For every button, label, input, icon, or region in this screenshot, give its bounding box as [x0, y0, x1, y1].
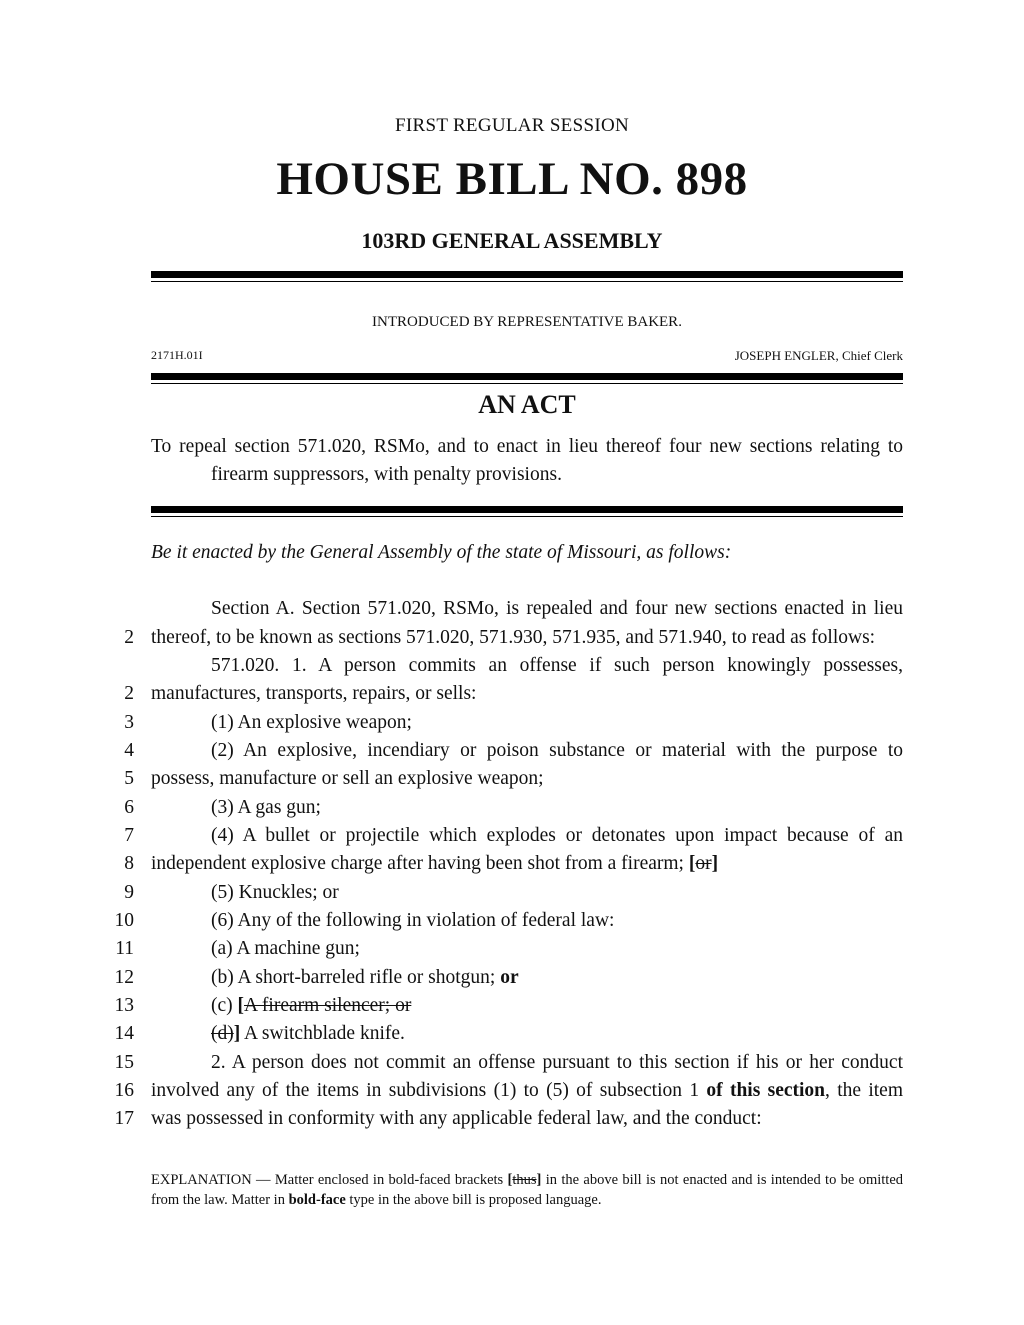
line-text-segment: (c) [211, 995, 238, 1016]
explanation-text: type in the above bill is proposed language. [345, 1192, 602, 1208]
line-number: 5 [124, 768, 134, 789]
line-text [211, 967, 903, 989]
bracket-open: [ [507, 1172, 513, 1188]
line-text: 2. A person does not commit an offense pursuant to this section if his or her conduct [211, 1052, 903, 1073]
line-text: (3) A gas gun; [211, 797, 321, 818]
bracket-close: ] [233, 1023, 241, 1044]
line-text: (1) An explosive weapon; [211, 712, 412, 733]
explanation-note [151, 1170, 903, 1210]
bill-line [0, 995, 1024, 1023]
bill-line [0, 882, 1024, 910]
bracket-open: [ [688, 853, 696, 874]
line-text: (6) Any of the following in violation of federal law: [211, 910, 615, 931]
bill-line [0, 1108, 1024, 1136]
explanation-text: in the above bill is not enacted and is intended to be omitted from the law. Matter in [151, 1172, 904, 1208]
chief-clerk: JOSEPH ENGLER, Chief Clerk [734, 348, 903, 363]
line-number: 2 [124, 627, 134, 648]
struck-text: A firearm silencer; or [244, 995, 412, 1016]
line-text [211, 1023, 903, 1045]
assembly-heading: 103RD GENERAL ASSEMBLY [361, 228, 663, 253]
line-text: possess, manufacture or sell an explosive weapon; [151, 768, 544, 789]
bill-line [0, 768, 1024, 796]
bill-line [0, 655, 1024, 683]
explanation-text: Matter enclosed in bold-faced brackets [274, 1172, 508, 1188]
line-text: was possessed in conformity with any applicable federal law, and the conduct: [151, 1108, 762, 1129]
line-text: (2) An explosive, incendiary or poison substance or material with the purpose to [211, 740, 903, 761]
line-number: 11 [115, 938, 134, 959]
line-number: 16 [114, 1080, 134, 1101]
line-number: 15 [114, 1052, 134, 1073]
bracket-open: [ [237, 995, 245, 1016]
line-text: (5) Knuckles; or [211, 882, 339, 903]
bill-number-title: HOUSE BILL NO. 898 [276, 153, 748, 205]
bill-line [0, 1052, 1024, 1080]
title-rule [151, 506, 903, 517]
bracket-close: ] [536, 1172, 542, 1188]
line-number: 17 [114, 1108, 134, 1129]
explanation-label: EXPLANATION — [151, 1172, 275, 1188]
bill-line [0, 797, 1024, 825]
line-text: 571.020. 1. A person commits an offense if such person knowingly possesses, [211, 655, 903, 676]
bold-inserted-text: of this section [706, 1080, 826, 1101]
struck-text: or [695, 853, 712, 874]
introduced-by: INTRODUCED BY REPRESENTATIVE BAKER. [372, 314, 682, 330]
bill-line [0, 938, 1024, 966]
header-rule-bottom [151, 373, 903, 384]
bill-line [0, 1080, 1024, 1108]
line-text: (4) A bullet or projectile which explodes or detonates upon impact because of an [211, 825, 903, 846]
line-text-segment: independent explosive charge after having been shot from a firearm; [151, 853, 689, 874]
struck-text: (d) [211, 1023, 234, 1044]
bill-line [0, 910, 1024, 938]
bill-line [0, 598, 1024, 626]
line-text: manufactures, transports, repairs, or sells: [151, 683, 477, 704]
bill-line [0, 740, 1024, 768]
line-number: 14 [114, 1023, 134, 1044]
line-number: 10 [114, 910, 134, 931]
bill-line [0, 712, 1024, 740]
act-title-line-2: firearm suppressors, with penalty provisions. [211, 464, 562, 485]
enacting-clause: Be it enacted by the General Assembly of the state of Missouri, as follows: [151, 542, 732, 563]
header-rule-top [151, 271, 903, 282]
line-text [211, 995, 903, 1017]
line-number: 2 [124, 683, 134, 704]
bill-line [0, 1023, 1024, 1051]
struck-example: thus [512, 1172, 537, 1188]
bill-line [0, 683, 1024, 711]
bill-line [0, 627, 1024, 655]
bill-line [0, 853, 1024, 881]
session-heading: FIRST REGULAR SESSION [395, 115, 629, 136]
line-number: 13 [114, 995, 134, 1016]
line-text: thereof, to be known as sections 571.020, 571.930, 571.935, and 571.940, to read as follows: [151, 627, 876, 648]
an-act-heading: AN ACT [478, 390, 576, 419]
bill-code: 2171H.01I [151, 348, 203, 362]
line-text-segment: involved any of the items in subdivisions (1) to (5) of subsection 1 [151, 1080, 707, 1101]
line-number: 8 [124, 853, 134, 874]
line-number: 7 [124, 825, 134, 846]
line-text [151, 1080, 903, 1102]
line-number: 6 [124, 797, 134, 818]
line-number: 9 [124, 882, 134, 903]
line-text-segment: , the item [825, 1080, 904, 1101]
line-text: Section A. Section 571.020, RSMo, is repealed and four new sections enacted in lieu [211, 598, 903, 619]
line-text [151, 853, 903, 875]
act-title-line-1: To repeal section 571.020, RSMo, and to enact in lieu thereof four new sections relating to [151, 436, 903, 457]
line-number: 3 [124, 712, 134, 733]
bold-inserted-text: or [500, 967, 519, 988]
line-text-segment: A switchblade knife. [240, 1023, 405, 1044]
line-text: (a) A machine gun; [211, 938, 360, 959]
line-text-segment: (b) A short-barreled rifle or shotgun; [211, 967, 501, 988]
bill-line [0, 967, 1024, 995]
bracket-close: ] [711, 853, 719, 874]
line-number: 12 [114, 967, 134, 988]
line-number: 4 [124, 740, 134, 761]
bill-line [0, 825, 1024, 853]
bold-face-example: bold-face [288, 1192, 346, 1208]
